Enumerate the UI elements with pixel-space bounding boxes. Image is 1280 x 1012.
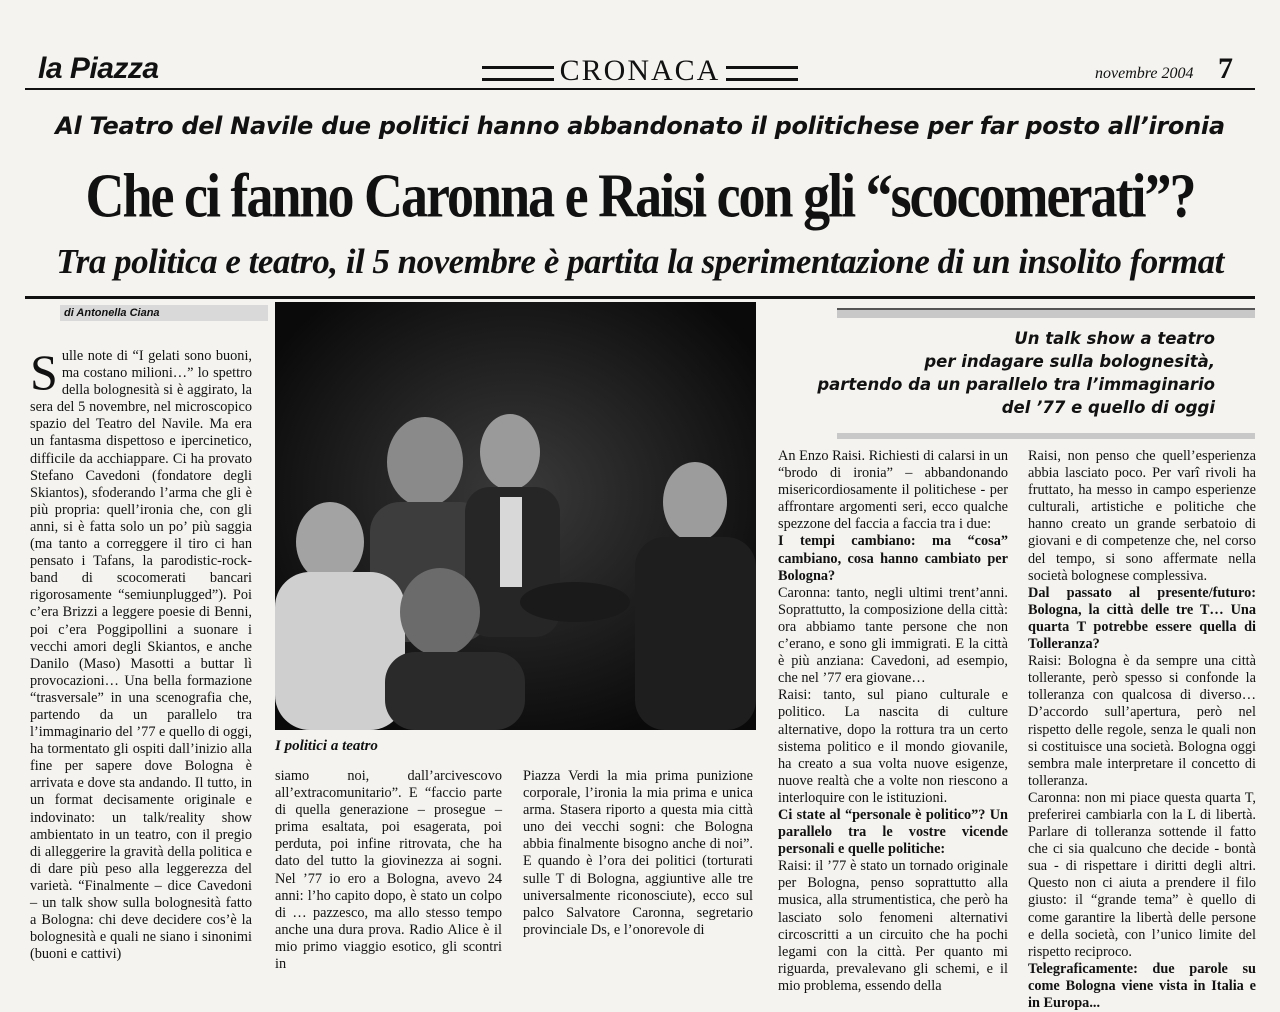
paragraph: Raisi: il ’77 è stato un tornado originale per Bologna, penso soprattutto alla musica, alla strumentistica, che però ha lasciato solo fenomeni alternativi circoscritti a un circuito che ha pochi legami con la città. Per quanto mi riguarda, prevalevano gli schemi, e il mio problema, essendo della <box>778 858 1008 994</box>
column-1-text: ulle note di “I gelati sono buoni, ma costano milioni…” lo spettro della bolognesità si è aggirato, la sera del 5 novembre, nel microscopico spazio del Teatro del Navile. Ma era un fantasma dispettoso e ipercinetico, difficile da acchiappare. Ci ha provato Stefano Cavedoni (fondatore degli Skiantos), sfoderando l’arma che gli è più propria: quell’ironia che, con gli anni, si è fatta solo un po’ più saggia (ma tanto a correggere il tiro ci han pensato i Tafans, la parodistic-rock-band di scocomerati bancari rigorosamente “semiunplugged”). Poi c’era Brizzi a leggere poesie di Benni, poi c’era Poggipollini a suonare i vecchi amori degli Skiantos, e anche Danilo (Maso) Masotti a buttar lì provocazioni… Una bella formazione “trasversale” in una scenografia che, partendo da un parallelo tra l’immaginario del ’77 e quello di oggi, ha tormentato gli ospiti dall’inizio alla fine per sapere dove Bologna è arrivata e dove sta andando. Il tutto, in un format decisamente originale e indovinato: un talk/reality show ambientato in un teatro, con il pregio di alleggerire la gravità della politica e di dare più peso alla leggerezza del varietà. “Finalmente – dice Cavedoni – un talk show sulla bolognesità fatto a Bologna: chi deve decidere cos’è la bolognesità e quali ne siano i sinonimi (buoni e cattivi) <box>30 348 252 963</box>
pull-quote-bottom-rule <box>837 433 1255 439</box>
photo-illustration <box>275 302 756 730</box>
photo-caption: I politici a teatro <box>275 738 378 754</box>
paragraph: Raisi, non penso che quell’esperienza abbia lasciato poco. Per varî rivoli ha fruttato, ha messo in campo esperienze culturali, artistiche e politiche che hanno creato un grande serbatoio di giovani e di competenze che, nel corso del tempo, si sono affermate nella società bolognese complessiva. <box>1028 448 1256 584</box>
left-ornament <box>482 66 554 81</box>
column-3-text: Piazza Verdi la mia prima punizione corporale, l’ironia la mia prima e unica arma. Stasera riporto a questa mia città uno dei vecchi sogni: che Bologna abbia finalmente bisogno anche di noi”. E quando è l’ora dei politici (torturati sulle T di Bologna, aggiuntive alle tre universalmente riconosciute), ecco sul palco Salvatore Caronna, segretario provinciale Ds, e l’onorevole di <box>523 768 753 938</box>
kicker: Al Teatro del Navile due politici hanno abbandonato il politichese per far posto all’ironia <box>55 112 1225 140</box>
pull-quote-rule <box>837 308 1255 318</box>
pull-quote-line: per indagare sulla bolognesità, <box>924 352 1215 371</box>
interview-question: Telegraficamente: due parole su come Bologna viene vista in Italia e in Europa... <box>1028 960 1256 1011</box>
pull-quote-line: Un talk show a teatro <box>1014 329 1215 348</box>
pull-quote-text <box>775 327 1215 419</box>
right-ornament <box>726 66 798 81</box>
page-number: 7 <box>1218 52 1233 85</box>
pull-quote-line: del ’77 e quello di oggi <box>1001 398 1215 417</box>
issue-date: novembre 2004 <box>1095 65 1194 82</box>
article-column-1 <box>30 344 252 963</box>
paragraph: Caronna: tanto, negli ultimi trent’anni. Soprattutto, la composizione della città: ora abbiamo tante persone che non c’erano, e sono gli immigrati. E la città è più anziana: Cavedoni, ad esempio, che nel ’77 era giovane… <box>778 584 1008 687</box>
paragraph: Caronna: non mi piace questa quarta T, preferirei cambiarla con la L di libertà. Parlare di tolleranza sottende il fatto che ci sia qualcuno che decide - bontà sua - di rispettare i diritti degli altri. Questo non ci aiuta a prendere il filo giusto: il “grande tema” è quello di come garantire la libertà delle persone e della società, con l’unico limite del rispetto reciproco. <box>1028 789 1256 960</box>
drop-cap: S <box>30 344 58 400</box>
pull-quote-line: partendo da un parallelo tra l’immaginario <box>817 375 1215 394</box>
interview-question: Ci state al “personale è politico”? Un parallelo tra le vostre vicende personali e quelle politiche: <box>778 806 1008 858</box>
headline-rule <box>25 296 1255 299</box>
article-column-2 <box>275 768 502 973</box>
paragraph: Raisi: tanto, sul piano culturale e politico. La nascita di culture alternative, dopo la rottura tra un certo sistema politico e il mondo giovanile, ha creato a sua volta nuove esigenze, nuove realtà che a volte non riescono a interloquire con le istituzioni. <box>778 687 1008 806</box>
pull-quote <box>775 305 1255 435</box>
article-column-5 <box>1028 448 1256 1012</box>
article-column-3 <box>523 768 753 939</box>
column-2-text: siamo noi, dall’arcivescovo all’extracomunitario”. E “faccio parte di quella generazione – prosegue – prima esaltata, poi esagerata, poi perduta, poi infine ritrovata, che ha dato del tutto la giovinezza ai sogni. Nel ’77 io ero a Bologna, avevo 24 anni: l’ho capito dopo, è stato un colpo di … pazzesco, ma allo stesso tempo anche una dura prova. Radio Alice è il mio primo viaggio esotico, gli scontri in <box>275 768 502 973</box>
article-photo <box>275 302 756 730</box>
article-column-4 <box>778 448 1008 995</box>
section-title <box>440 54 840 88</box>
interview-question: Dal passato al presente/futuro: Bologna, la città delle tre T… Una quarta T potrebbe essere quella di Tolleranza? <box>1028 584 1256 653</box>
headline: Che ci fanno Caronna e Raisi con gli “scocomerati”? <box>85 161 1195 231</box>
byline: di Antonella Ciana <box>60 305 268 321</box>
masthead <box>0 50 1280 90</box>
interview-question: I tempi cambiano: ma “cosa” cambiano, cosa hanno cambiato per Bologna? <box>778 533 1008 584</box>
section-label: CRONACA <box>559 54 721 87</box>
paragraph: An Enzo Raisi. Richiesti di calarsi in un “brodo di ironia” – abbandonando misericordiosamente il politichese - per affrontare argomenti seri, ecco qualche spezzone del faccia a faccia tra i due: <box>778 448 1008 533</box>
masthead-rule <box>25 88 1255 90</box>
paragraph: Raisi: Bologna è da sempre una città tollerante, però spesso si confonde la tolleranza con qualcosa di diverso… D’accordo sull’apertura, però nel rispetto delle regole, senza le quali non si costituisce una società. Bologna oggi sembra male interpretare il concetto di tolleranza. <box>1028 653 1256 789</box>
newspaper-brand: la Piazza <box>38 52 159 85</box>
subheadline: Tra politica e teatro, il 5 novembre è partita la sperimentazione di un insolito format <box>56 242 1224 281</box>
